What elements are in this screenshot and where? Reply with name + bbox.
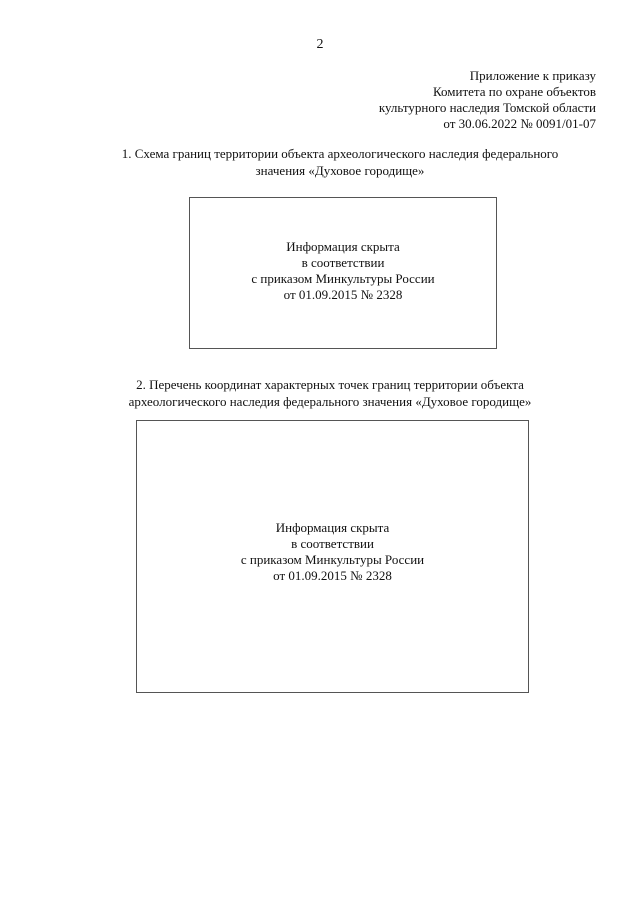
hidden-info-notice xyxy=(251,239,434,303)
notice-line-4: от 01.09.2015 № 2328 xyxy=(283,287,403,302)
page-number: 2 xyxy=(316,37,324,52)
section-1-heading xyxy=(60,146,620,179)
section-2-heading xyxy=(40,377,620,410)
notice-line-4: от 01.09.2015 № 2328 xyxy=(273,567,392,583)
section-1-heading-line-1: 1. Схема границ территории объекта археологического наследия федерального xyxy=(121,146,559,161)
coordinates-list-placeholder xyxy=(136,420,529,693)
section-2-heading-line-1: 2. Перечень координат характерных точек границ территории объекта xyxy=(136,377,524,392)
section-2-heading-line-2: археологического наследия федерального значения «Духовое городище» xyxy=(128,393,532,409)
appendix-line-3: культурного наследия Томской области xyxy=(378,100,596,115)
appendix-header xyxy=(379,68,596,132)
section-1-heading-line-2: значения «Духовое городище» xyxy=(255,162,425,178)
appendix-line-2: Комитета по охране объектов xyxy=(433,84,596,99)
notice-line-3: с приказом Минкультуры России xyxy=(240,551,425,567)
notice-line-2: в соответствии xyxy=(291,535,374,551)
notice-line-1: Информация скрыта xyxy=(286,239,400,254)
notice-line-1: Информация скрыта xyxy=(275,519,390,535)
boundary-scheme-placeholder xyxy=(189,197,497,349)
appendix-line-4: от 30.06.2022 № 0091/01-07 xyxy=(443,116,596,131)
notice-line-2: в соответствии xyxy=(301,255,385,270)
hidden-info-notice xyxy=(241,520,424,584)
notice-line-3: с приказом Минкультуры России xyxy=(251,271,435,286)
appendix-line-1: Приложение к приказу xyxy=(469,68,596,83)
